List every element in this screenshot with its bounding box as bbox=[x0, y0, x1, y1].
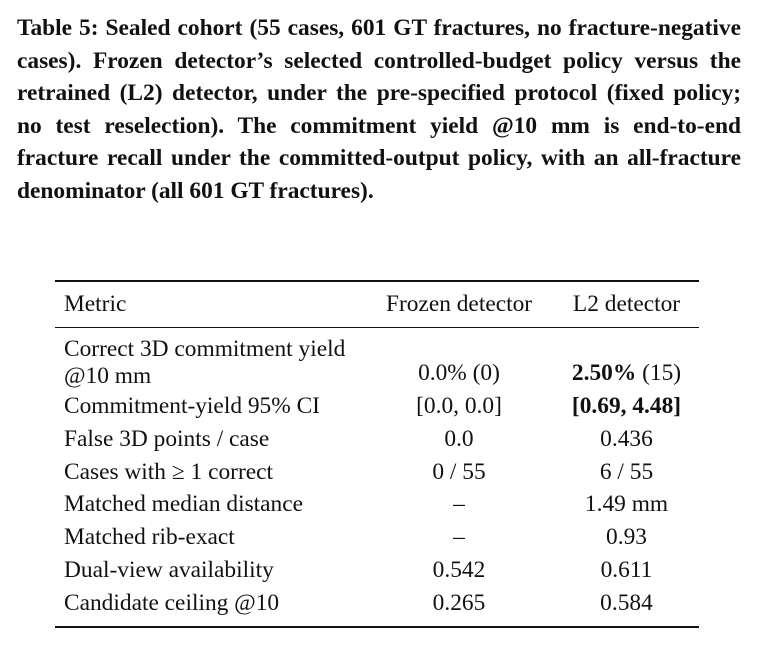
frozen-value-cell: 0.0% (0) bbox=[418, 360, 500, 387]
metric-cell: False 3D points / case bbox=[64, 425, 270, 452]
table-row bbox=[55, 390, 699, 423]
metric-cell: Candidate ceiling @10 bbox=[64, 589, 280, 616]
frozen-value-cell: 0.0 bbox=[444, 425, 474, 452]
table-row bbox=[55, 456, 699, 489]
metric-cell: Dual-view availability bbox=[64, 556, 274, 583]
table-row bbox=[55, 488, 699, 521]
metric-cell bbox=[55, 328, 364, 391]
l2-value-cell bbox=[554, 423, 699, 456]
l2-value-rest: 0.611 bbox=[600, 556, 653, 583]
metric-cell: Cases with ≥ 1 correct bbox=[64, 458, 273, 485]
frozen-value-cell: – bbox=[453, 524, 465, 551]
l2-value-cell bbox=[554, 390, 699, 423]
l2-value-rest: 0.436 bbox=[600, 425, 653, 452]
l2-value-cell bbox=[554, 554, 699, 587]
table-caption: Table 5: Sealed cohort (55 cases, 601 GT fractures, no fracture-negative cases). Frozen detector’s selected controlled-budget policy versus the retrained (L2) detector, under the pre-specified protocol (fixed policy; no test reselection). The commitment yield @10 mm is end-to-end fracture recall under the committed-output policy, with an all-fracture denominator (all 601 GT fractures). bbox=[17, 15, 741, 204]
table-row bbox=[55, 554, 699, 587]
frozen-value-cell: 0.265 bbox=[432, 589, 486, 616]
table-row bbox=[55, 587, 699, 627]
table-row bbox=[55, 423, 699, 456]
table-row bbox=[55, 328, 699, 391]
table-row bbox=[55, 521, 699, 554]
l2-value-cell bbox=[554, 328, 699, 391]
l2-value-cell bbox=[554, 456, 699, 489]
frozen-value-cell: [0.0, 0.0] bbox=[416, 393, 502, 419]
l2-value-cell bbox=[554, 521, 699, 554]
l2-value-rest: (15) bbox=[636, 360, 682, 387]
l2-value-rest: 6 / 55 bbox=[599, 458, 654, 485]
l2-value-rest: 1.49 mm bbox=[584, 491, 669, 518]
column-header-l2-detector: L2 detector bbox=[572, 291, 681, 317]
l2-value-bold: [0.69, 4.48] bbox=[571, 393, 682, 419]
l2-value-bold: 2.50% bbox=[571, 360, 637, 387]
metric-cell: Matched median distance bbox=[64, 491, 304, 518]
metric-cell: Commitment-yield 95% CI bbox=[64, 393, 320, 419]
l2-value-rest: 0.584 bbox=[600, 589, 653, 616]
frozen-value-cell: 0 / 55 bbox=[432, 458, 486, 485]
column-header-metric: Metric bbox=[64, 291, 127, 317]
l2-value-cell bbox=[554, 587, 699, 627]
frozen-value-cell: 0.542 bbox=[432, 556, 486, 583]
header-row bbox=[55, 281, 699, 328]
l2-value-rest: 0.93 bbox=[606, 524, 647, 551]
results-table-wrapper bbox=[55, 280, 699, 628]
column-header-frozen-detector: Frozen detector bbox=[385, 291, 533, 317]
l2-value-cell bbox=[554, 488, 699, 521]
results-table bbox=[55, 280, 699, 628]
metric-label: Correct 3D commitment yield @10 mm bbox=[64, 336, 346, 389]
metric-cell: Matched rib-exact bbox=[64, 524, 235, 551]
frozen-value-cell: – bbox=[453, 491, 465, 518]
